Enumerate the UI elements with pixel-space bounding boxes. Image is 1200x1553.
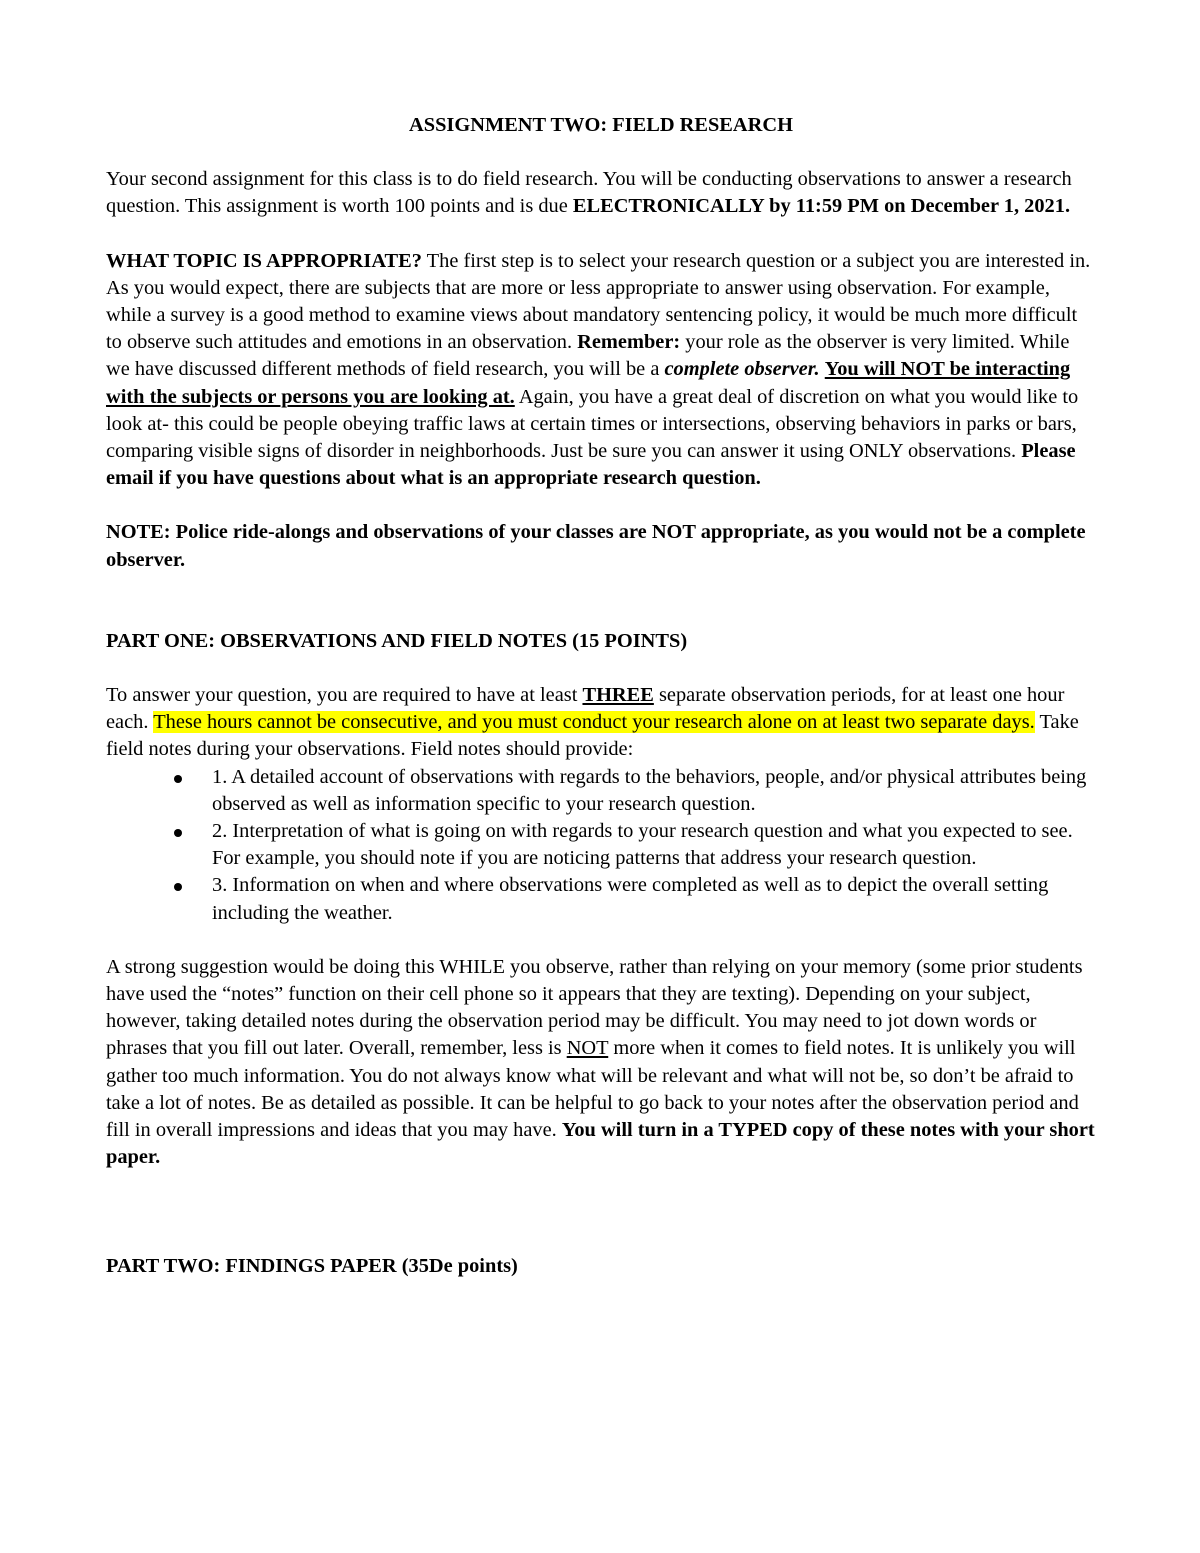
typed-instruction: You will turn in a TYPED copy of these notes with your short paper. [106, 1119, 1095, 1169]
bullet-icon [174, 775, 182, 783]
intro-text: Your second assignment for this class is to do field research. You will be conducting observations to answer a research question. This assignment is worth 100 points and is due [106, 168, 1072, 218]
note-paragraph: NOTE: Police ride-alongs and observations of your classes are NOT appropriate, as you would not be a complete observer. [106, 521, 1086, 571]
suggestion-paragraph: A strong suggestion would be doing this WHILE you observe, rather than relying on your memory (some prior students have used the “notes” function on their cell phone so it appears that they are texting). Depending on your subject, however, taking detailed notes during the observation period may be difficult. You may need to jot down words or phrases that you fill out later. Overall, remember, less is NOT more when it comes to field notes. It is unlikely you will gather too much information. You do not always know what will be relevant and what will not be, so don’t be afraid to take a lot of notes. Be as detailed as possible. It can be helpful to go back to your notes after the observation period and fill in overall impressions and ideas that you may have. You will turn in a TYPED copy of these notes with your short paper. [106, 955, 1095, 1169]
bullet-icon [174, 883, 182, 891]
three-emphasis: THREE [582, 684, 654, 707]
email-instruction: Please email if you have questions about what is an appropriate research question. [106, 440, 1076, 490]
not-emphasis: NOT [566, 1037, 609, 1060]
part-one-paragraph: To answer your question, you are required to have at least THREE separate observation periods, for at least one hour each. These hours cannot be consecutive, and you must conduct your research alone on at least two separate days. Take field notes during your observations. Field notes should provide: [106, 684, 1079, 761]
topic-heading: WHAT TOPIC IS APPROPRIATE? [106, 249, 422, 272]
intro-paragraph [106, 166, 1096, 220]
document-page [106, 112, 1096, 1280]
document-title: ASSIGNMENT TWO: FIELD RESEARCH [409, 114, 793, 136]
list-item: 1. A detailed account of observations with regards to the behaviors, people, and/or physical attributes being observed as well as information specific to your research question. [106, 764, 1096, 818]
due-date: ELECTRONICALLY by 11:59 PM on December 1, 2021. [572, 195, 1071, 218]
bullet-icon [174, 829, 182, 837]
field-notes-list [106, 764, 1096, 927]
topic-paragraph: WHAT TOPIC IS APPROPRIATE? The first step is to select your research question or a subject you are interested in. As you would expect, there are subjects that are more or less appropriate to answer using observation. For example, while a survey is a good method to examine views about mandatory sentencing policy, it would be much more difficult to observe such attitudes and emotions in an observation. Remember: your role as the observer is very limited. While we have discussed different methods of field research, you will be a complete observer. You will NOT be interacting with the subjects or persons you are looking at. Again, you have a great deal of discretion on what you would like to look at- this could be people obeying traffic laws at certain times or intersections, observing behaviors in parks or bars, comparing visible signs of disorder in neighborhoods. Just be sure you can answer it using ONLY observations. Please email if you have questions about what is an appropriate research question. [106, 249, 1091, 490]
part-two-heading: PART TWO: FINDINGS PAPER (35De points) [106, 1254, 518, 1277]
complete-observer-term: complete observer. [664, 358, 820, 381]
list-item: 3. Information on when and where observations were completed as well as to depict the overall setting including the weather. [106, 872, 1096, 926]
highlighted-requirement: These hours cannot be consecutive, and you must conduct your research alone on at least two separate days. [153, 711, 1035, 734]
remember-label: Remember: [577, 331, 681, 354]
not-interacting-warning: You will NOT be interacting with the subjects or persons you are looking at. [106, 358, 1071, 408]
list-item: 2. Interpretation of what is going on with regards to your research question and what you expected to see. For example, you should note if you are noticing patterns that address your research question. [106, 818, 1096, 872]
part-one-heading: PART ONE: OBSERVATIONS AND FIELD NOTES (15 POINTS) [106, 629, 688, 652]
